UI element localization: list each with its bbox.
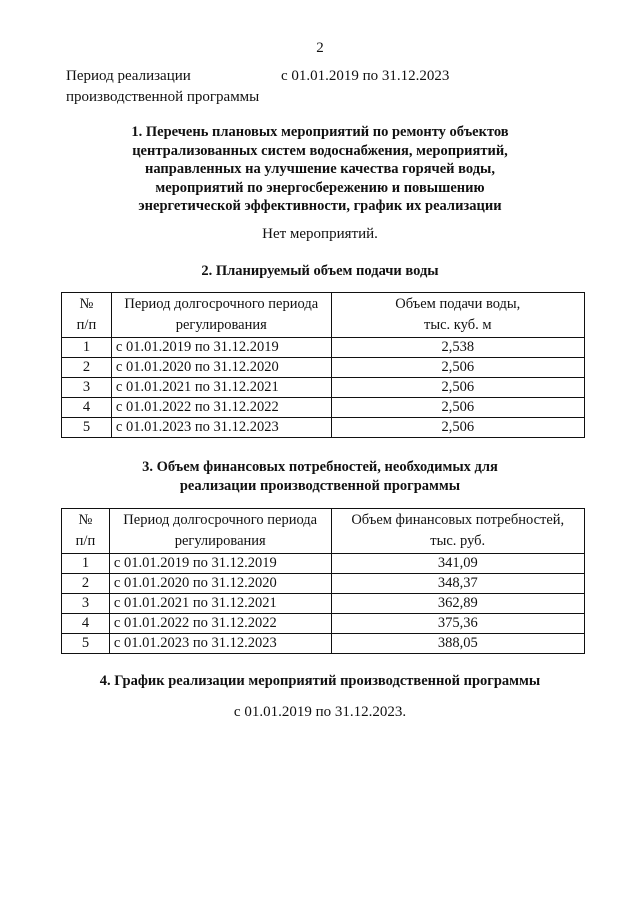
row-num: 1: [62, 338, 112, 358]
section1-title: [0, 123, 640, 216]
row-value: 375,36: [331, 614, 585, 634]
table-header-row: [62, 293, 585, 338]
row-num: 3: [62, 378, 112, 398]
section4-title: 4. График реализации мероприятий производственной программы: [99, 673, 541, 689]
header-value-line1: Объем подачи воды,: [395, 296, 521, 312]
row-num: 1: [62, 554, 110, 574]
header-value-line2: тыс. руб.: [430, 533, 486, 549]
table-row: [62, 554, 585, 574]
row-value: 362,89: [331, 594, 585, 614]
header-num-line2: п/п: [75, 533, 96, 549]
table-row: [62, 338, 585, 358]
row-period: с 01.01.2021 по 31.12.2021: [111, 378, 331, 398]
row-num: 5: [62, 418, 112, 438]
header-period-line2: регулирования: [174, 533, 266, 549]
row-num: 2: [62, 574, 110, 594]
row-value: 2,506: [331, 398, 584, 418]
header-num-line1: №: [79, 296, 94, 312]
header-value: [331, 293, 584, 338]
row-num: 5: [62, 634, 110, 654]
section1-title-line: централизованных систем водоснабжения, мероприятий,: [132, 142, 508, 159]
row-value: 341,09: [331, 554, 585, 574]
row-period: с 01.01.2022 по 31.12.2022: [109, 614, 331, 634]
table-row: [62, 634, 585, 654]
row-period: с 01.01.2020 по 31.12.2020: [111, 358, 331, 378]
row-num: 4: [62, 614, 110, 634]
row-period: с 01.01.2023 по 31.12.2023: [109, 634, 331, 654]
section3-title-line2: реализации производственной программы: [179, 477, 461, 494]
row-num: 4: [62, 398, 112, 418]
program-period-label-line1: Период реализации: [66, 68, 191, 84]
header-value-line1: Объем финансовых потребностей,: [351, 512, 565, 528]
row-num: 3: [62, 594, 110, 614]
section3-title: [0, 458, 640, 495]
section3-title-line1: 3. Объем финансовых потребностей, необходимых для: [142, 459, 498, 475]
section1-title-line: 1. Перечень плановых мероприятий по ремонту объектов: [131, 124, 509, 140]
program-period-label: [66, 66, 259, 108]
header-period-line2: регулирования: [175, 317, 267, 333]
row-period: с 01.01.2019 по 31.12.2019: [111, 338, 331, 358]
row-num: 2: [62, 358, 112, 378]
page-number: 2: [316, 40, 324, 56]
header-value: [331, 509, 585, 554]
section1-title-line: мероприятий по энергосбережению и повышению: [155, 179, 485, 196]
row-value: 2,538: [331, 338, 584, 358]
section2-title: 2. Планируемый объем подачи воды: [201, 263, 439, 279]
row-value: 2,506: [331, 378, 584, 398]
row-period: с 01.01.2021 по 31.12.2021: [109, 594, 331, 614]
row-period: с 01.01.2020 по 31.12.2020: [109, 574, 331, 594]
row-period: с 01.01.2019 по 31.12.2019: [109, 554, 331, 574]
table-row: [62, 358, 585, 378]
header-num-line2: п/п: [76, 317, 97, 333]
table-row: [62, 614, 585, 634]
header-period: [111, 293, 331, 338]
table-row: [62, 574, 585, 594]
water-supply-table: [61, 292, 585, 438]
header-period-line1: Период долгосрочного периода: [124, 296, 319, 312]
header-num: [62, 293, 112, 338]
section1-title-line: направленных на улучшение качества горячей воды,: [144, 161, 495, 177]
header-num-line1: №: [78, 512, 93, 528]
table-row: [62, 398, 585, 418]
table-header-row: [62, 509, 585, 554]
row-value: 348,37: [331, 574, 585, 594]
row-value: 388,05: [331, 634, 585, 654]
program-period-label-line2: производственной программы: [66, 89, 260, 105]
section1-title-line: энергетической эффективности, график их реализации: [138, 198, 502, 214]
financial-needs-table: [61, 508, 585, 654]
table-row: [62, 378, 585, 398]
section4-period: с 01.01.2019 по 31.12.2023.: [233, 704, 407, 720]
table-row: [62, 594, 585, 614]
section1-note: Нет мероприятий.: [262, 226, 378, 242]
row-period: с 01.01.2022 по 31.12.2022: [111, 398, 331, 418]
table-row: [62, 418, 585, 438]
header-num: [62, 509, 110, 554]
header-period-line1: Период долгосрочного периода: [123, 512, 318, 528]
program-period-value: с 01.01.2019 по 31.12.2023: [281, 68, 450, 84]
header-value-line2: тыс. куб. м: [424, 317, 492, 333]
row-value: 2,506: [331, 418, 584, 438]
row-period: с 01.01.2023 по 31.12.2023: [111, 418, 331, 438]
row-value: 2,506: [331, 358, 584, 378]
header-period: [109, 509, 331, 554]
